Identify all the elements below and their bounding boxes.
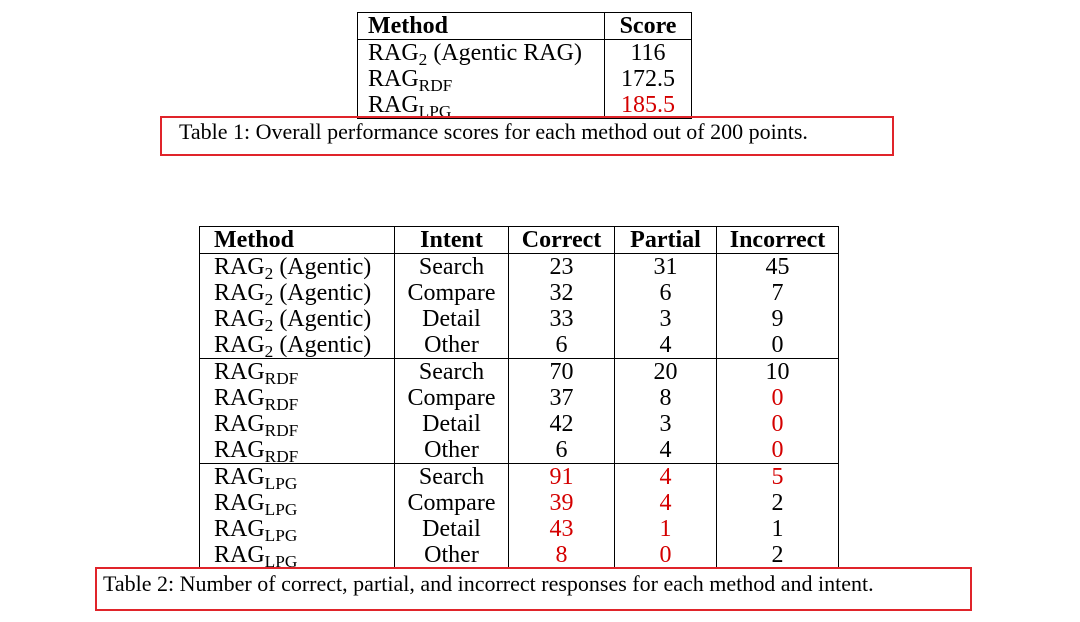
table-row	[200, 464, 839, 491]
correct-count-cell: 37	[509, 385, 615, 411]
table-body	[200, 254, 839, 569]
method-cell	[200, 254, 395, 281]
score-cell: 116	[630, 40, 666, 66]
incorrect-count-cell: 0	[771, 332, 784, 358]
table-row	[200, 542, 839, 569]
partial-count-cell: 6	[615, 280, 717, 306]
partial-count-cell: 4	[615, 437, 717, 464]
method-cell	[358, 66, 605, 95]
table-row	[200, 280, 839, 306]
partial-count-cell: 4	[615, 332, 717, 359]
partial-count-cell: 4	[615, 490, 717, 516]
correct-count-cell: 8	[509, 542, 615, 569]
table-row	[358, 66, 692, 92]
method-name: RAG	[214, 542, 265, 568]
correct-count-cell: 6	[509, 437, 615, 464]
column-header-score: Score	[605, 13, 692, 40]
method-name: RAG	[214, 516, 265, 542]
method-subscript: LPG	[264, 499, 298, 519]
incorrect-count-cell: 0	[771, 411, 784, 437]
incorrect-count-cell: 9	[771, 306, 784, 332]
method-cell	[200, 437, 395, 464]
table-row	[200, 411, 839, 437]
responses-by-intent-table	[199, 226, 839, 569]
method-cell	[200, 516, 395, 545]
partial-count-cell: 0	[615, 542, 717, 569]
table-body	[358, 40, 692, 119]
incorrect-count-cell: 7	[771, 280, 784, 306]
intent-cell: Other	[395, 437, 509, 464]
method-subscript: LPG	[418, 101, 452, 121]
method-name: RAG	[214, 411, 265, 437]
column-header-intent: Intent	[395, 227, 509, 254]
table-row	[200, 306, 839, 332]
method-cell	[200, 542, 395, 569]
performance-score-table	[357, 12, 692, 119]
method-name: RAG	[214, 385, 265, 411]
method-cell	[200, 464, 395, 491]
table-header-row	[358, 13, 692, 40]
partial-count-cell: 4	[615, 464, 717, 491]
incorrect-count-cell: 45	[765, 254, 790, 280]
table-row	[200, 254, 839, 281]
table-caption-2: Table 2: Number of correct, partial, and incorrect responses for each method and intent.	[103, 571, 874, 596]
correct-count-cell: 32	[509, 280, 615, 306]
method-name: RAG	[214, 464, 265, 490]
table-caption-1: Table 1: Overall performance scores for each method out of 200 points.	[179, 119, 808, 144]
column-header-method: Method	[358, 13, 605, 40]
intent-cell: Other	[395, 332, 509, 359]
method-name: RAG	[368, 40, 419, 66]
incorrect-count-cell: 0	[771, 385, 784, 411]
table-row	[200, 332, 839, 359]
intent-cell: Compare	[395, 280, 509, 306]
table-row	[200, 516, 839, 542]
intent-cell: Other	[395, 542, 509, 569]
method-cell	[200, 411, 395, 440]
correct-count-cell: 6	[509, 332, 615, 359]
score-cell: 172.5	[621, 66, 675, 92]
method-name: RAG	[214, 306, 265, 332]
table-row	[200, 490, 839, 516]
method-subscript: LPG	[264, 473, 298, 493]
correct-count-cell: 91	[509, 464, 615, 491]
method-subscript: 2	[264, 289, 274, 309]
intent-cell: Compare	[395, 490, 509, 516]
method-cell	[200, 280, 395, 309]
incorrect-count-cell: 2	[771, 542, 784, 568]
column-header-partial: Partial	[615, 227, 717, 254]
correct-count-cell: 39	[509, 490, 615, 516]
table-row	[200, 437, 839, 464]
correct-count-cell: 43	[509, 516, 615, 542]
method-subscript: RDF	[264, 420, 299, 440]
method-cell	[200, 332, 395, 359]
correct-count-cell: 23	[509, 254, 615, 281]
intent-cell: Compare	[395, 385, 509, 411]
method-subscript: RDF	[264, 446, 299, 466]
method-subscript: 2	[264, 315, 274, 335]
method-name: RAG	[368, 92, 419, 118]
incorrect-count-cell: 10	[717, 359, 839, 386]
column-header-incorrect: Incorrect	[717, 227, 839, 254]
partial-count-cell: 1	[615, 516, 717, 542]
method-cell	[358, 40, 605, 67]
method-cell	[358, 92, 605, 119]
method-name: RAG	[214, 437, 265, 463]
correct-count-cell: 33	[509, 306, 615, 332]
method-name: RAG	[214, 490, 265, 516]
incorrect-count-cell: 5	[717, 464, 839, 491]
intent-cell: Detail	[395, 411, 509, 437]
method-name: RAG	[214, 332, 265, 358]
incorrect-count-cell: 2	[771, 490, 784, 516]
method-cell	[200, 359, 395, 386]
method-subscript: 2	[264, 263, 274, 283]
method-suffix: (Agentic RAG)	[427, 40, 582, 66]
incorrect-count-cell: 1	[771, 516, 784, 542]
method-cell	[200, 385, 395, 414]
intent-cell: Search	[395, 359, 509, 386]
method-subscript: 2	[418, 49, 428, 69]
intent-cell: Search	[395, 464, 509, 491]
intent-cell: Search	[395, 254, 509, 281]
table-row	[200, 385, 839, 411]
partial-count-cell: 31	[615, 254, 717, 281]
method-cell	[200, 490, 395, 519]
correct-count-cell: 70	[509, 359, 615, 386]
correct-count-cell: 42	[509, 411, 615, 437]
method-subscript: LPG	[264, 525, 298, 545]
method-cell	[200, 306, 395, 335]
method-subscript: RDF	[264, 368, 299, 388]
method-subscript: RDF	[264, 394, 299, 414]
table-row	[200, 359, 839, 386]
method-name: RAG	[214, 280, 265, 306]
column-header-correct: Correct	[509, 227, 615, 254]
score-cell: 185.5	[621, 92, 675, 118]
intent-cell: Detail	[395, 306, 509, 332]
method-subscript: LPG	[264, 551, 298, 571]
incorrect-count-cell: 0	[771, 437, 784, 463]
method-name: RAG	[214, 254, 265, 280]
method-suffix: (Agentic)	[273, 280, 372, 306]
method-suffix: (Agentic)	[273, 332, 372, 358]
partial-count-cell: 20	[615, 359, 717, 386]
table-row	[358, 92, 692, 119]
table-row	[358, 40, 692, 67]
method-suffix: (Agentic)	[273, 254, 372, 280]
method-subscript: RDF	[418, 75, 453, 95]
method-name: RAG	[214, 359, 265, 385]
partial-count-cell: 3	[615, 306, 717, 332]
method-subscript: 2	[264, 341, 274, 361]
column-header-method: Method	[200, 227, 395, 254]
table-header-row	[200, 227, 839, 254]
method-name: RAG	[368, 66, 419, 92]
method-suffix: (Agentic)	[273, 306, 372, 332]
intent-cell: Detail	[395, 516, 509, 542]
partial-count-cell: 3	[615, 411, 717, 437]
partial-count-cell: 8	[615, 385, 717, 411]
